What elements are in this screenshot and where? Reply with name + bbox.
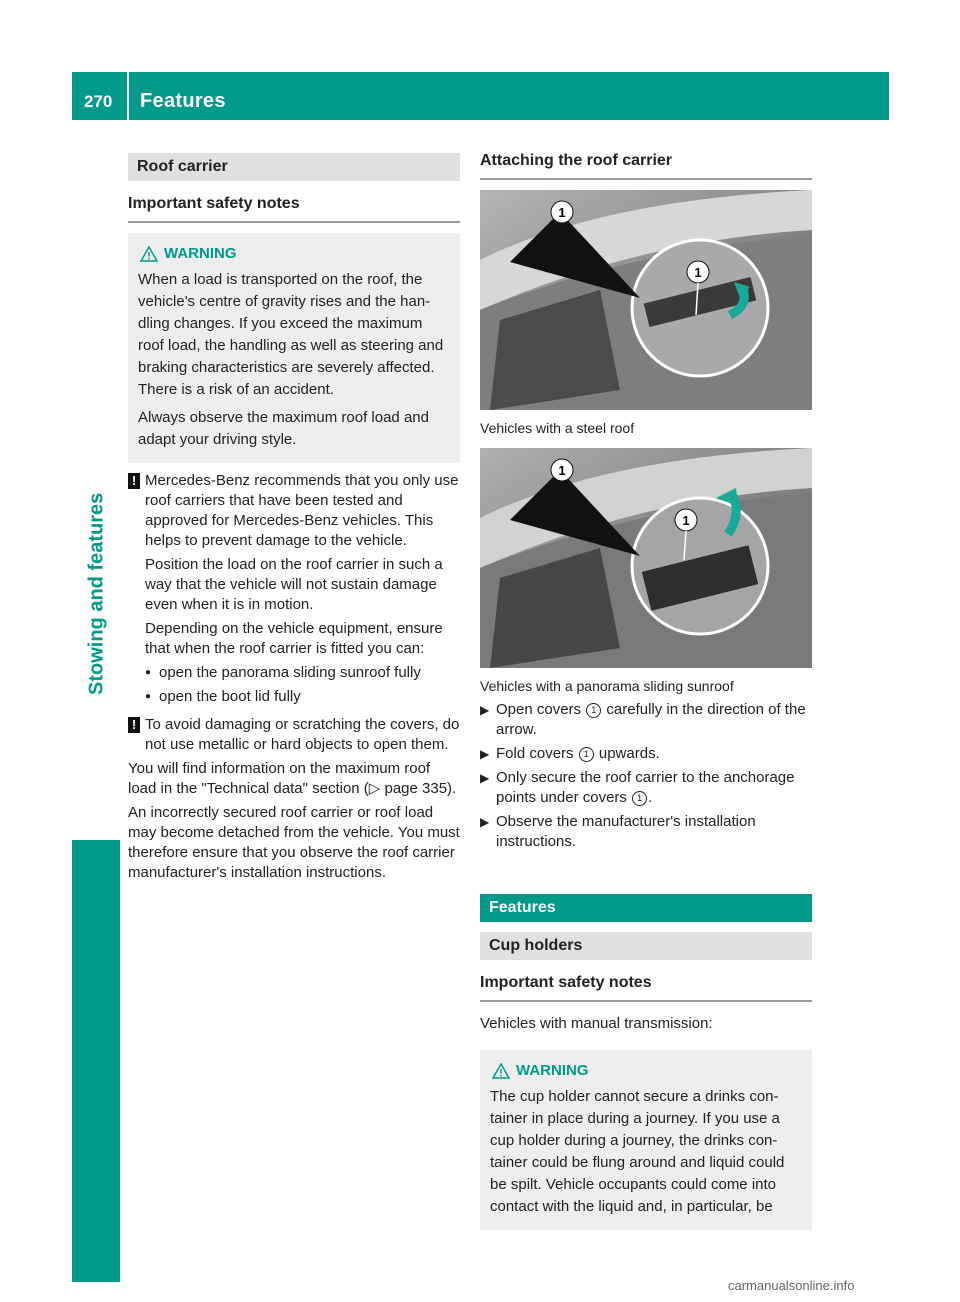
svg-text:1: 1 bbox=[694, 265, 702, 280]
note-text: Mercedes-Benz recommends that you only use roof carriers that have been tested and approved for Mercedes-Benz vehicles. This helps to prevent damage to the vehicle. bbox=[145, 472, 459, 549]
svg-text:1: 1 bbox=[558, 205, 566, 220]
callout-number: 1 bbox=[579, 747, 594, 762]
subheading-safety-notes: Important safety notes bbox=[128, 194, 460, 223]
car-roof-illustration bbox=[480, 190, 812, 410]
caution-note bbox=[128, 715, 460, 755]
figure-steel-roof bbox=[480, 190, 812, 410]
cup-intro: Vehicles with manual transmission: bbox=[480, 1015, 713, 1032]
warning-text: When a load is transported on the roof, the vehicle's centre of gravity rises and the han-dling changes. If you exceed the maximum roof load, the handling as well as steering and braking characteristics are severely affected. There is a risk of an accident. bbox=[138, 271, 444, 398]
step-text: upwards. bbox=[594, 745, 660, 762]
warning-title bbox=[138, 243, 450, 265]
section-title-roof-carrier: Roof carrier bbox=[128, 153, 460, 181]
exclamation-icon: ! bbox=[128, 717, 140, 733]
bullet-item: ● open the panorama sliding sunroof fully bbox=[145, 663, 460, 683]
warning-text: The cup holder cannot secure a drinks con-tainer in place during a journey. If you use a cup holder during a journey, the drinks con-tainer could be flung around and liquid could be spilt. Vehicle occupants could come into contact with the liquid and, in particular, be bbox=[490, 1088, 785, 1215]
figure-caption: Vehicles with a steel roof bbox=[480, 420, 635, 436]
figure-caption: Vehicles with a panorama sliding sunroof bbox=[480, 678, 734, 694]
step-text: Open covers bbox=[496, 701, 586, 718]
callout-number: 1 bbox=[586, 703, 601, 718]
step-arrow-icon: ▶ bbox=[480, 703, 490, 717]
header-divider bbox=[127, 72, 129, 120]
warning-label: WARNING bbox=[164, 245, 237, 262]
step-item bbox=[480, 768, 812, 808]
warning-text: Always observe the maximum roof load and adapt your driving style. bbox=[138, 409, 429, 448]
caution-note bbox=[128, 471, 460, 707]
step-arrow-icon: ▶ bbox=[480, 815, 490, 829]
figure-panorama-roof bbox=[480, 448, 812, 668]
steps-list bbox=[480, 700, 812, 852]
warning-box bbox=[128, 233, 460, 463]
step-item bbox=[480, 812, 812, 852]
page-header bbox=[72, 72, 889, 120]
step-arrow-icon: ▶ bbox=[480, 771, 490, 785]
step-arrow-icon: ▶ bbox=[480, 747, 490, 761]
subheading-safety-notes: Important safety notes bbox=[480, 973, 812, 1002]
features-banner: Features bbox=[480, 894, 812, 922]
step-text: Only secure the roof carrier to the anchorage points under covers bbox=[496, 769, 795, 806]
right-column bbox=[480, 151, 812, 1230]
left-column bbox=[128, 153, 460, 887]
header-title: Features bbox=[140, 90, 226, 112]
step-text: carefully in the direction of the arrow. bbox=[496, 701, 806, 738]
step-text: Observe the manufacturer's installation instructions. bbox=[496, 813, 756, 850]
svg-text:1: 1 bbox=[558, 463, 566, 478]
note-text: Position the load on the roof carrier in such a way that the vehicle will not sustain damage even when it is in motion. bbox=[145, 556, 443, 613]
callout-number: 1 bbox=[632, 791, 647, 806]
section-title-cup-holders: Cup holders bbox=[480, 932, 812, 960]
side-tab-block bbox=[72, 840, 120, 1282]
watermark: carmanualsonline.info bbox=[728, 1278, 855, 1293]
warning-title bbox=[490, 1060, 802, 1082]
subheading-attaching: Attaching the roof carrier bbox=[480, 151, 812, 180]
step-item bbox=[480, 700, 812, 740]
note-text: Depending on the vehicle equipment, ensure that when the roof carrier is fitted you can: bbox=[145, 620, 443, 657]
side-tab-label: Stowing and features bbox=[85, 492, 108, 695]
warning-triangle-icon bbox=[492, 1063, 510, 1079]
warning-box bbox=[480, 1050, 812, 1230]
installation-instructions-text: An incorrectly secured roof carrier or roof load may become detached from the vehicle. You must therefore ensure that you observe the roof carrier manufacturer's installation instructions. bbox=[128, 804, 460, 881]
exclamation-icon: ! bbox=[128, 473, 140, 489]
technical-data-reference: You will find information on the maximum roof load in the "Technical data" section (▷ page 335). bbox=[128, 760, 457, 797]
warning-label: WARNING bbox=[516, 1062, 589, 1079]
step-text: . bbox=[648, 789, 653, 806]
step-text: Fold covers bbox=[496, 745, 578, 762]
body-text bbox=[128, 759, 460, 883]
page-number: 270 bbox=[84, 92, 113, 111]
car-roof-illustration bbox=[480, 448, 812, 668]
bullet-item: ● open the boot lid fully bbox=[145, 687, 460, 707]
svg-text:1: 1 bbox=[682, 513, 690, 528]
step-item bbox=[480, 744, 812, 764]
warning-triangle-icon bbox=[140, 246, 158, 262]
note-text: To avoid damaging or scratching the covers, do not use metallic or hard objects to open them. bbox=[145, 716, 460, 753]
